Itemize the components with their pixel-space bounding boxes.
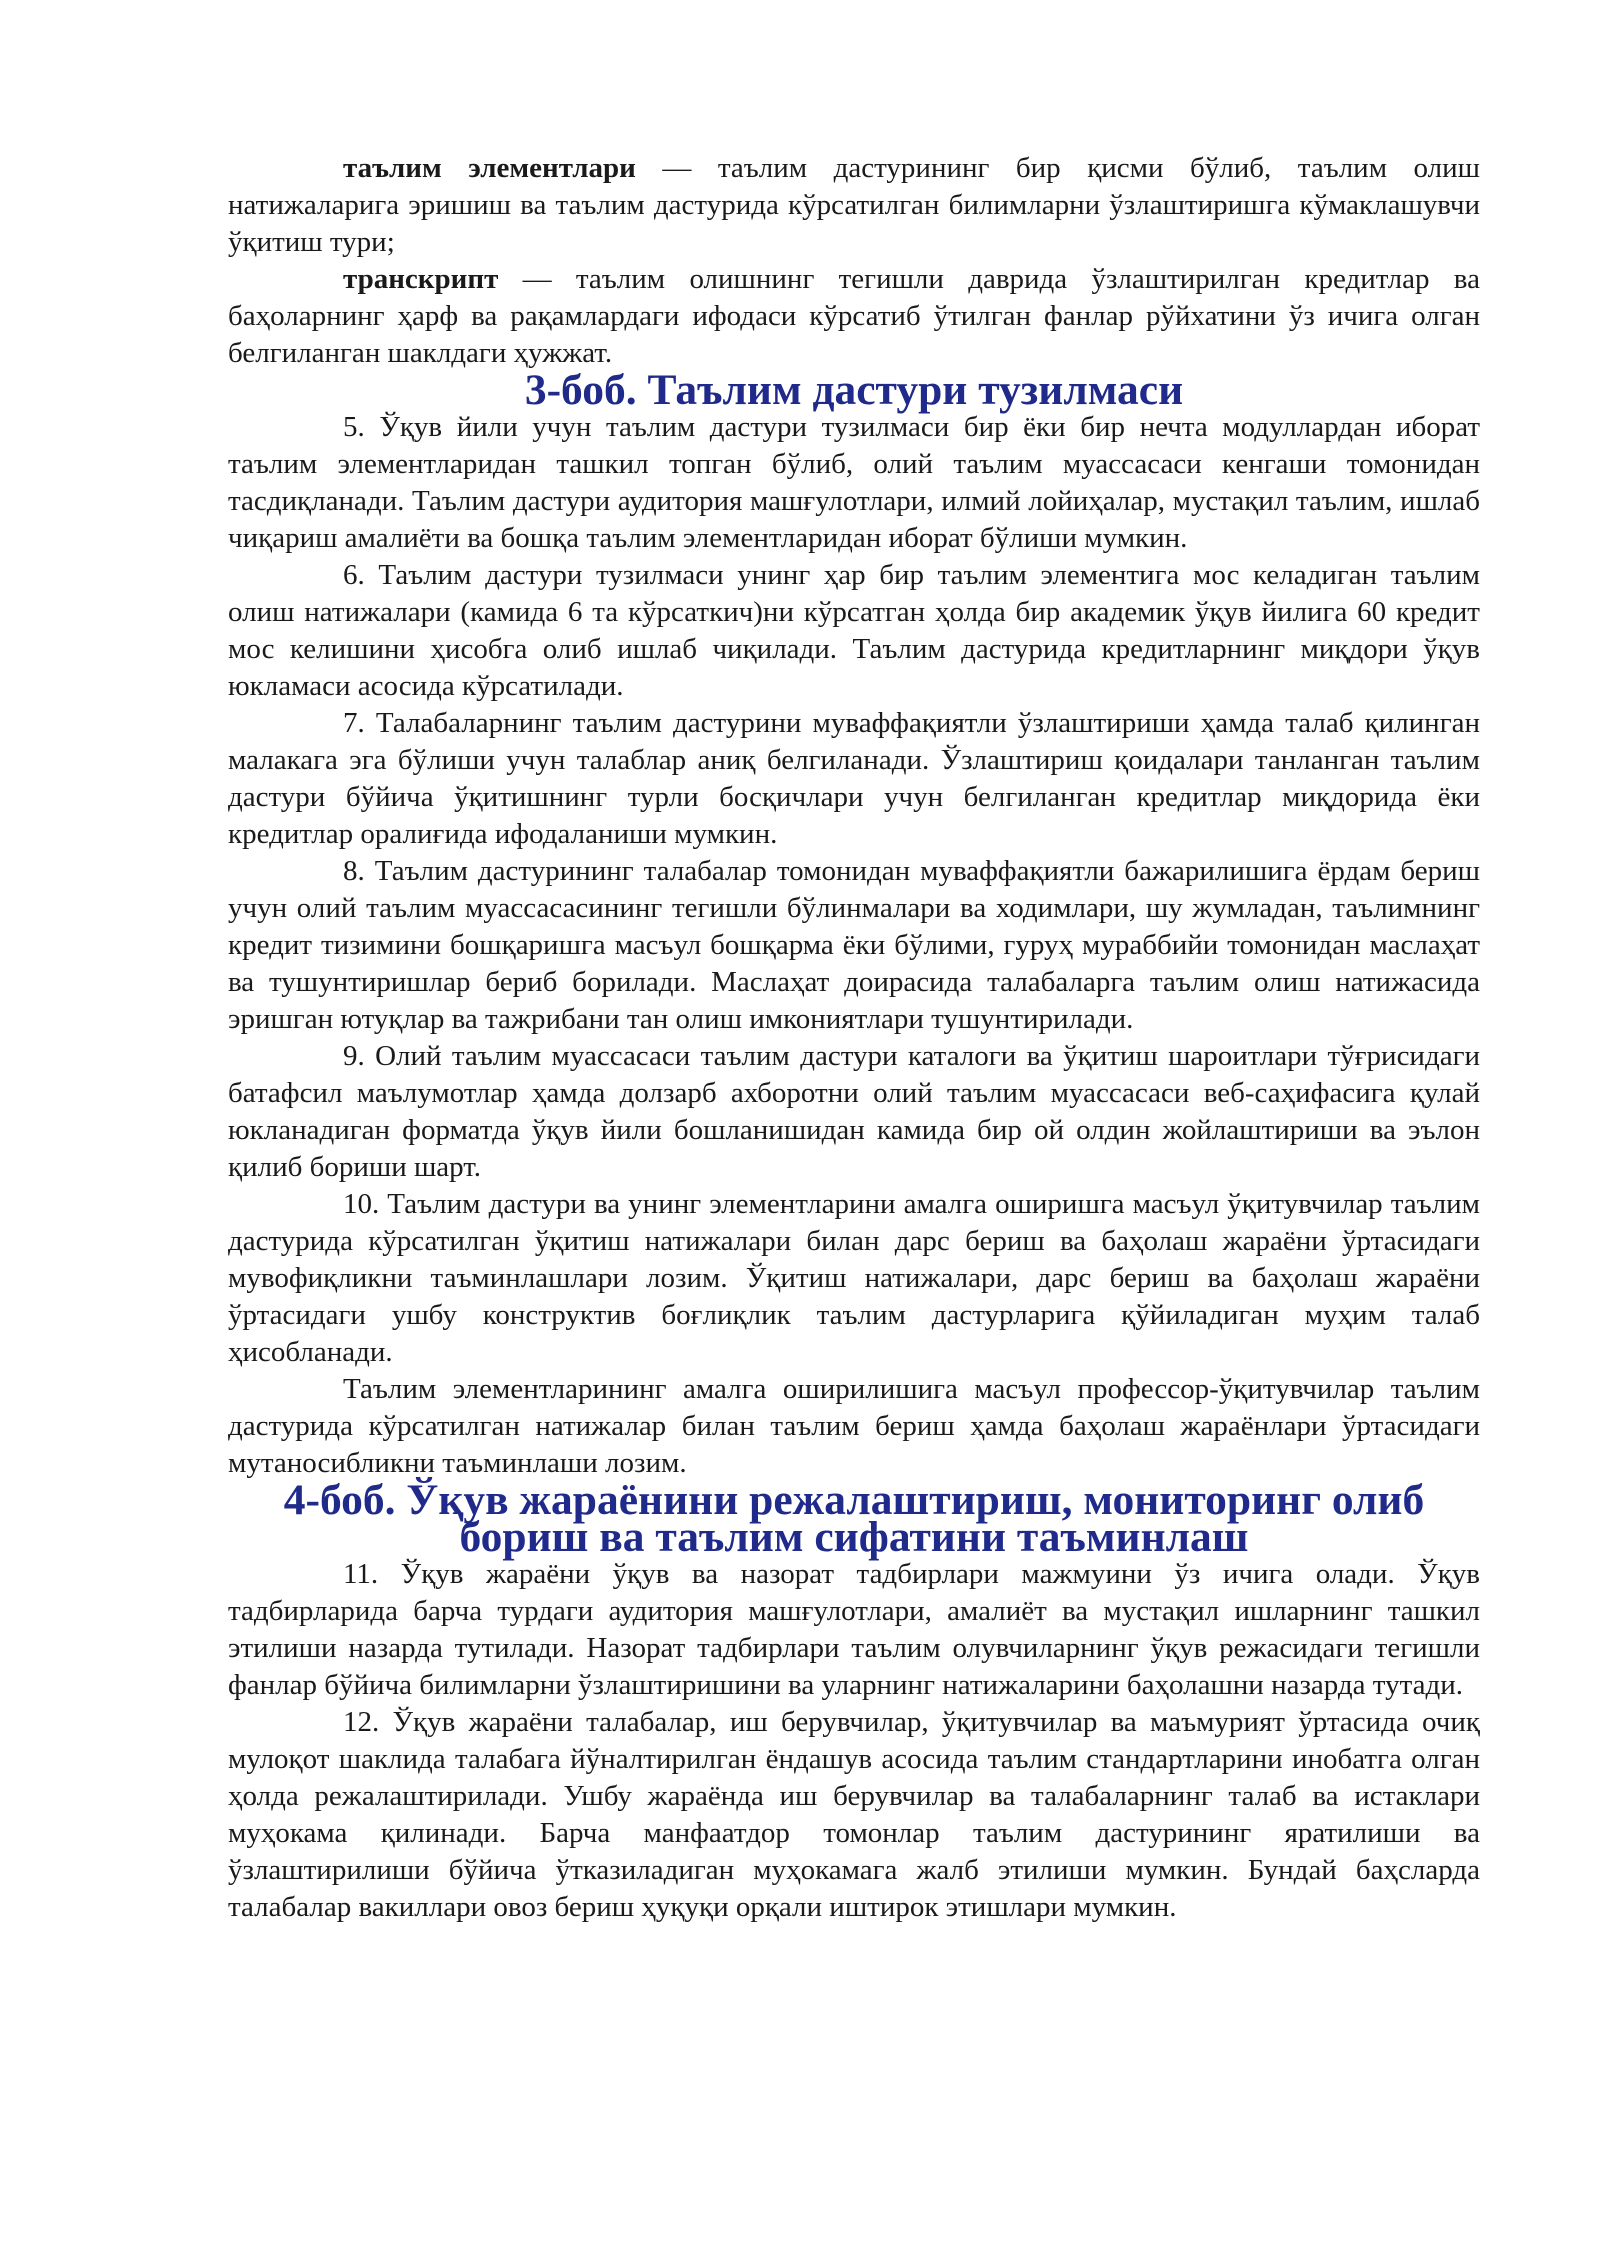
- chapter-3-heading: 3-боб. Таълим дастури тузилмаси: [524, 366, 1184, 414]
- definition-term: транскрипт: [343, 263, 499, 295]
- paragraph: 8. Таълим дастурининг талабалар томонидан муваффақиятли бажарилишига ёрдам бериш учун олий таълим муассасасининг тегишли бўлинмалари ва ходимлари, шу жумладан, таълимнинг кредит тизимини бошқаришга масъул бошқарма ёки бўлими, гуруҳ мураббийи томонидан маслаҳат ва тушунтиришлар бериб борилади. Маслаҳат доирасида талабаларга таълим олиш натижасида эришган ютуқлар ва тажрибани тан олиш имкониятлари тушунтирилади.: [228, 855, 1480, 1035]
- definition-text: — таълим олишнинг тегишли даврида ўзлаштирилган кредитлар ва баҳоларнинг ҳарф ва рақамлардаги ифодаси кўрсатиб ўтилган фанлар рўйхатини ўз ичига олган белгиланган шаклдаги ҳужжат.: [228, 263, 1480, 369]
- document-body: [228, 150, 1480, 1926]
- paragraph: 10. Таълим дастури ва унинг элементларини амалга оширишга масъул ўқитувчилар таълим дастурида кўрсатилган ўқитиш натижалари билан дарс бериш ва баҳолаш жараёни ўртасидаги мувофиқликни таъминлашлари лозим. Ўқитиш натижалари, дарс бериш ва баҳолаш жараёни ўртасидаги ушбу конструктив боғлиқлик таълим дастурларига қўйиладиган муҳим талаб ҳисобланади.: [228, 1188, 1480, 1368]
- paragraph: 11. Ўқув жараёни ўқув ва назорат тадбирлари мажмуини ўз ичига олади. Ўқув тадбирларида барча турдаги аудитория машғулотлари, амалиёт ва мустақил ишларнинг ташкил этилиши назарда тутилади. Назорат тадбирлари таълим олувчиларнинг ўқув режасидаги тегишли фанлар бўйича билимларни ўзлаштиришини ва уларнинг натижаларини баҳолашни назарда тутади.: [228, 1558, 1480, 1701]
- paragraph: 9. Олий таълим муассасаси таълим дастури каталоги ва ўқитиш шароитлари тўғрисидаги батафсил маълумотлар ҳамда долзарб ахборотни олий таълим муассасаси веб-саҳифасига қулай юкланадиган форматда ўқув йили бошланишидан камида бир ой олдин жойлаштириши ва эълон қилиб бориши шарт.: [228, 1040, 1480, 1183]
- definition-text: — таълим дастурининг бир қисми бўлиб, таълим олиш натижаларига эришиш ва таълим дастурида кўрсатилган билимларни ўзлаштиришга кўмаклашувчи ўқитиш тури;: [228, 152, 1480, 258]
- paragraph: 7. Талабаларнинг таълим дастурини муваффақиятли ўзлаштириши ҳамда талаб қилинган малакага эга бўлиши учун талаблар аниқ белгиланади. Ўзлаштириш қоидалари танланган таълим дастури бўйича ўқитишнинг турли босқичлари учун белгиланган кредитлар миқдорида ёки кредитлар оралиғида ифодаланиши мумкин.: [228, 707, 1480, 850]
- paragraph: 6. Таълим дастури тузилмаси унинг ҳар бир таълим элементига мос келадиган таълим олиш натижалари (камида 6 та кўрсаткич)ни кўрсатган ҳолда бир академик ўқув йилига 60 кредит мос келишини ҳисобга олиб ишлаб чиқилади. Таълим дастурида кредитларнинг миқдори ўқув юкламаси асосида кўрсатилади.: [228, 559, 1480, 702]
- chapter-4-heading: 4-боб. Ўқув жараёнини режалаштириш, мониторинг олиб бориш ва таълим сифатини таъминлаш: [283, 1476, 1425, 1561]
- definition-term: таълим элементлари: [343, 152, 636, 184]
- paragraph: 12. Ўқув жараёни талабалар, иш берувчилар, ўқитувчилар ва маъмурият ўртасида очиқ мулоқот шаклида талабага йўналтирилган ёндашув асосида таълим стандартларини инобатга олган ҳолда режалаштирилади. Ушбу жараёнда иш берувчилар ва талабаларнинг талаб ва истаклари муҳокама қилинади. Барча манфаатдор томонлар таълим дастурининг яратилиши ва ўзлаштирилиши бўйича ўтказиладиган муҳокамага жалб этилиши мумкин. Бундай баҳсларда талабалар вакиллари овоз бериш ҳуқуқи орқали иштирок этишлари мумкин.: [228, 1706, 1480, 1923]
- definition-item: [228, 261, 1480, 372]
- paragraph: Таълим элементларининг амалга оширилишига масъул профессор-ўқитувчилар таълим дастурида кўрсатилган натижалар билан таълим бериш ҳамда баҳолаш жараёнлари ўртасидаги мутаносибликни таъминлаши лозим.: [228, 1373, 1480, 1479]
- definition-item: [228, 150, 1480, 261]
- paragraph: 5. Ўқув йили учун таълим дастури тузилмаси бир ёки бир нечта модуллардан иборат таълим элементларидан ташкил топган бўлиб, олий таълим муассасаси кенгаши томонидан тасдиқланади. Таълим дастури аудитория машғулотлари, илмий лойиҳалар, мустақил таълим, ишлаб чиқариш амалиёти ва бошқа таълим элементларидан иборат бўлиши мумкин.: [228, 411, 1480, 554]
